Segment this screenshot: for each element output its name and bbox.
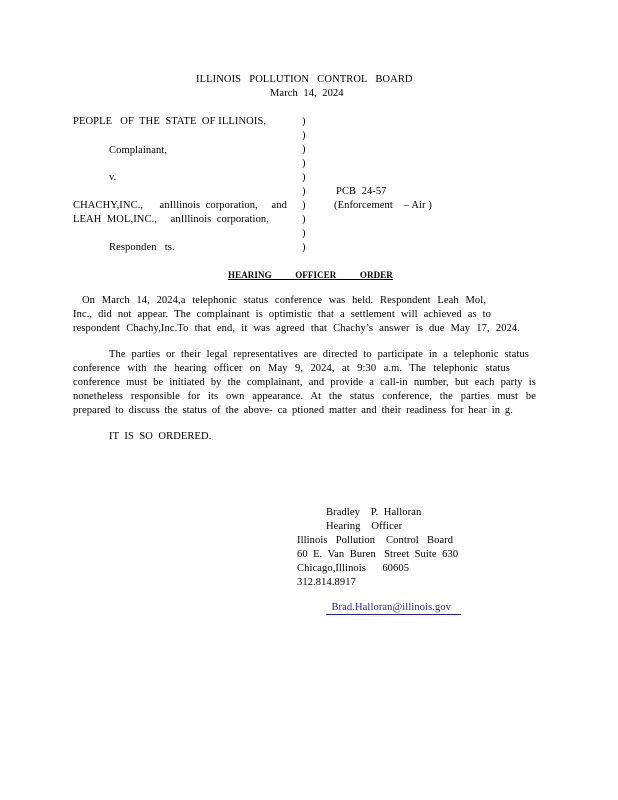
paragraph-1-line: Inc., did not appear. The complainant is optimistic that a settlement will achieved as to xyxy=(73,309,491,320)
caption-paren: ) xyxy=(302,172,306,183)
board-name: ILLINOIS POLLUTION CONTROL BOARD xyxy=(196,74,413,85)
case-number: PCB 24-57 xyxy=(336,186,387,197)
paragraph-2-line: conference with the hearing officer on May 9, 2024, at 9:30 a.m. The telephonic status xyxy=(73,363,510,374)
signer-agency: Illinois Pollution Control Board xyxy=(297,535,454,546)
email-link-text[interactable]: Brad.Halloran@illinois.gov xyxy=(331,602,452,613)
paragraph-2-line: The parties or their legal representatives are directed to participate in a telephonic status xyxy=(109,349,529,360)
caption-paren: ) xyxy=(302,116,306,127)
caption-paren: ) xyxy=(302,186,306,197)
caption-paren: ) xyxy=(302,130,306,141)
caption-paren: ) xyxy=(302,242,306,253)
order-title: HEARING OFFICER ORDER xyxy=(228,270,393,280)
caption-paren: ) xyxy=(302,144,306,155)
signer-name: Bradley P. Halloran xyxy=(326,507,422,518)
paragraph-2-line: prepared to discuss the status of the above- ca ptioned matter and their readiness for hear in g. xyxy=(73,405,513,416)
so-ordered: IT IS SO ORDERED. xyxy=(109,431,212,442)
paragraph-2-line: conference must be initiated by the complainant, and provide a call-in number, but each party is xyxy=(73,377,536,388)
signer-address: 60 E. Van Buren Street Suite 630 xyxy=(297,549,459,560)
respondent-label: Responden ts. xyxy=(109,242,175,253)
complainant-label: Complainant, xyxy=(109,145,168,156)
caption-paren: ) xyxy=(302,158,306,169)
respondent-line-2: LEAH MOL,INC., anIllinois corporation, xyxy=(73,214,269,225)
signer-city: Chicago,Illinois 60605 xyxy=(297,563,410,574)
complainant-party: PEOPLE OF THE STATE OF ILLINOIS, xyxy=(73,116,267,127)
caption-paren: ) xyxy=(302,200,306,211)
document-date: March 14, 2024 xyxy=(270,88,344,99)
caption-paren: ) xyxy=(302,214,306,225)
signer-title: Hearing Officer xyxy=(326,521,403,532)
paragraph-1-line: On March 14, 2024,a telephonic status conference was held. Respondent Leah Mol, xyxy=(82,295,486,306)
caption-paren: ) xyxy=(302,228,306,239)
respondent-line-1: CHACHY,INC., anIllinois corporation, and xyxy=(73,200,287,211)
case-type: (Enforcement – Air ) xyxy=(334,200,432,211)
paragraph-2-line: nonetheless responsible for its own appearance. At the status conference, the parties must be xyxy=(73,391,536,402)
signer-phone: 312.814.8917 xyxy=(297,577,356,588)
email-link[interactable] xyxy=(326,590,461,615)
paragraph-1-line: respondent Chachy,Inc.To that end, it was agreed that Chachy’s answer is due May 17, 2024. xyxy=(73,323,520,334)
versus-label: v. xyxy=(109,172,117,183)
